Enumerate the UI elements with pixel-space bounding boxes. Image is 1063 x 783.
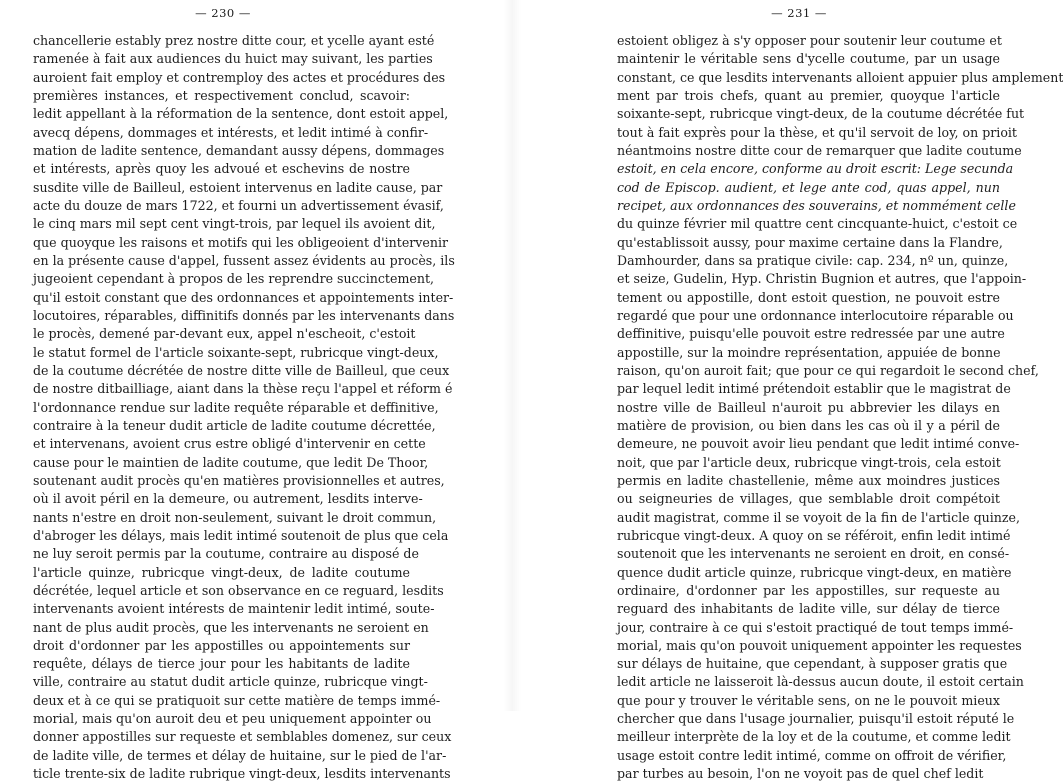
text-line: auroient fait employ et contremploy des actes et procédures des: [33, 69, 446, 85]
text-line: chancellerie estably prez nostre ditte cour, et ycelle ayant esté: [33, 33, 435, 48]
text-line: nostre ville de Bailleul n'auroit pu abbrevier les dilays en: [617, 399, 1000, 415]
text-line: rubricque vingt-deux. A quoy on se référoit, enfin ledit intimé: [617, 527, 1011, 543]
text-line: le statut formel de l'article soixante-sept, rubricque vingt-deux,: [33, 344, 439, 360]
text-line: cause pour le maintien de ladite coutume, que ledit De Thoor,: [33, 454, 429, 470]
text-line: de nostre ditbailliage, aiant dans la thèse reçu l'appel et réform é: [33, 381, 453, 397]
text-line: décrétée, lequel article et son observance en ce reguard, lesdits: [33, 582, 444, 598]
right-page-body: [617, 32, 1063, 783]
text-line: le procès, demené par-devant eux, appel n'escheoit, c'estoit: [33, 326, 416, 342]
text-line: premières instances, et respectivement conclud, scavoir:: [33, 87, 410, 103]
text-line: où il avoit péril en la demeure, ou autrement, lesdits interve-: [33, 491, 423, 507]
text-line: le cinq mars mil sept cent vingt-trois, par lequel ils avoient dit,: [33, 216, 436, 232]
text-line: l'ordonnance rendue sur ladite requête réparable et deffinitive,: [33, 399, 439, 415]
text-line: susdite ville de Bailleul, estoient intervenus en ladite cause, par: [33, 179, 443, 195]
text-line: de la coutume décrétée de nostre ditte ville de Bailleul, que ceux: [33, 362, 450, 378]
text-line: permis en ladite chastellenie, même aux moindres justices: [617, 472, 1000, 488]
text-line: qu'il estoit constant que des ordonnances et appointements inter-: [33, 289, 454, 305]
text-line: usage estoit contre ledit intimé, comme on offroit de vérifier,: [617, 747, 1007, 763]
text-line: appostille, sur la moindre représentation, appuiée de bonne: [617, 344, 1001, 360]
right-page-number: — 231 —: [771, 6, 827, 20]
text-line: deffinitive, puisqu'elle pouvoit estre redressée par une autre: [617, 326, 1005, 342]
left-page-number: — 230 —: [195, 6, 251, 20]
text-line: recipet, aux ordonnances des souverains, et nommément celle: [617, 197, 1016, 213]
text-line: d'abroger les délays, mais ledit intimé soutenoit de plus que cela: [33, 527, 449, 543]
text-line: estoit, en cela encore, conforme au droit escrit: Lege secunda: [617, 161, 1014, 177]
text-line: du quinze février mil quattre cent cincquante-huict, c'estoit ce: [617, 216, 1018, 232]
text-line: raison, qu'on auroit fait; que pour ce qui regardoit le second chef,: [617, 362, 1039, 378]
text-line: jugeoient cependant à propos de les reprendre succinctement,: [33, 271, 435, 287]
text-line: Damhourder, dans sa pratique civile: cap. 234, nº un, quinze,: [617, 252, 1009, 268]
text-line: mation de ladite sentence, demandant aussy dépens, dommages: [33, 142, 445, 158]
text-line: donner appostilles sur requeste et semblables domenez, sur ceux: [33, 729, 452, 745]
text-line: constant, ce que lesdits intervenants alloient appuier plus amplement: [617, 69, 1063, 85]
text-line: ville, contraire au statut dudit article quinze, rubricque vingt-: [33, 674, 428, 690]
text-line: requête, délays de tierce jour pour les habitants de ladite: [33, 656, 410, 672]
text-line: chercher que dans l'usage journalier, puisqu'il estoit réputé le: [617, 711, 1015, 727]
text-line: reguard des inhabitants de ladite ville, sur délay de tierce: [617, 601, 1000, 617]
text-line: en la présente cause d'appel, fussent assez évidents au procès, ils: [33, 252, 455, 268]
text-line: morial, mais qu'on auroit deu et peu uniquement appointer ou: [33, 711, 432, 727]
text-line: et seize, Gudelin, Hyp. Christin Bugnion et autres, que l'appoin-: [617, 271, 1027, 287]
text-line: ramenée à fait aux audiences du huict may suivant, les parties: [33, 51, 433, 67]
text-line: et intervenans, avoient crus estre obligé d'intervenir en cette: [33, 436, 426, 452]
text-line: et intérests, après quoy les advoué et eschevins de nostre: [33, 161, 410, 177]
text-line: jour, contraire à ce qui s'estoit practiqué de tout temps immé-: [617, 619, 1014, 635]
text-line: cod de Episcop. audient, et lege ante cod, quas appel, nun: [617, 179, 1000, 195]
text-line: soutenant audit procès qu'en matières provisionnelles et autres,: [33, 472, 445, 488]
text-line: nant de plus audit procès, que les intervenants ne seroient en: [33, 619, 429, 635]
left-page-body: [33, 32, 455, 783]
text-line: avecq dépens, dommages et intérests, et ledit intimé à confir-: [33, 124, 429, 140]
text-line: acte du douze de mars 1722, et fourni un advertissement évasif,: [33, 197, 444, 213]
text-line: demeure, ne pouvoit avoir lieu pendant que ledit intimé conve-: [617, 436, 1020, 452]
text-line: par lequel ledit intimé prétendoit establir que le magistrat de: [617, 381, 1011, 397]
text-line: locutoires, réparables, diffinitifs donnés par les intervenants dans: [33, 307, 455, 323]
text-line: ledit appellant à la réformation de la sentence, dont estoit appel,: [33, 106, 449, 122]
text-line: deux et à ce qui se pratiquoit sur cette matière de temps immé-: [33, 692, 441, 708]
text-line: l'article quinze, rubricque vingt-deux, de ladite coutume: [33, 564, 410, 580]
text-line: matière de provision, ou bien dans les cas où il y a péril de: [617, 417, 1000, 433]
text-line: ne luy seroit permis par la coutume, contraire au disposé de: [33, 546, 419, 562]
text-line: ou seigneuries de villages, que semblable droit compétoit: [617, 491, 1000, 507]
text-line: ledit article ne laisseroit là-dessus aucun doute, il estoit certain: [617, 674, 1024, 690]
text-line: ordinaire, d'ordonner par les appostilles, sur requeste au: [617, 582, 1000, 598]
text-line: quence dudit article quinze, rubricque vingt-deux, en matière: [617, 564, 1012, 580]
text-line: maintenir le véritable sens d'ycelle coutume, par un usage: [617, 51, 1000, 67]
text-line: droit d'ordonner par les appostilles ou appointements sur: [33, 637, 410, 653]
text-line: meilleur interprète de la loy et de la coutume, et comme ledit: [617, 729, 1011, 745]
text-line: noit, que par l'article deux, rubricque vingt-trois, cela estoit: [617, 454, 1001, 470]
text-line: audit magistrat, comme il se voyoit de la fin de l'article quinze,: [617, 509, 1021, 525]
left-page: [0, 0, 512, 782]
text-line: ticle trente-six de ladite rubrique vingt-deux, lesdits intervenants: [33, 766, 451, 782]
text-line: soixante-sept, rubricque vingt-deux, de la coutume décrétée fut: [617, 106, 1025, 122]
text-line: sur délays de huitaine, que cependant, à supposer gratis que: [617, 656, 1008, 672]
text-line: de ladite ville, de termes et délay de huitaine, sur le pied de l'ar-: [33, 747, 447, 763]
text-line: tement ou appostille, dont estoit question, ne pouvoit estre: [617, 289, 1000, 305]
text-line: morial, mais qu'on pouvoit uniquement appointer les requestes: [617, 637, 1022, 653]
text-line: contraire à la teneur dudit article de ladite coutume décrettée,: [33, 417, 436, 433]
text-line: estoient obligez à s'y opposer pour soutenir leur coutume et: [617, 33, 1002, 48]
text-line: qu'establissoit aussy, pour maxime certaine dans la Flandre,: [617, 234, 1003, 250]
text-line: par turbes au besoin, l'on ne voyoit pas de quel chef ledit: [617, 766, 984, 782]
text-line: ment par trois chefs, quant au premier, quoyque l'article: [617, 87, 1000, 103]
right-page: [512, 0, 1063, 782]
text-line: néantmoins nostre ditte cour de remarquer que ladite coutume: [617, 142, 1022, 158]
text-line: intervenants avoient intérests de maintenir ledit intimé, soute-: [33, 601, 435, 617]
text-line: tout à fait exprès pour la thèse, et qu'il servoit de loy, on prioit: [617, 124, 1017, 140]
text-line: soutenoit que les intervenants ne seroient en droit, en consé-: [617, 546, 1010, 562]
text-line: que quoyque les raisons et motifs qui les obligeoient d'intervenir: [33, 234, 449, 250]
text-line: que pour y trouver le véritable sens, on ne le pouvoit mieux: [617, 692, 1000, 708]
text-line: nants n'estre en droit non-seulement, suivant le droit commun,: [33, 509, 437, 525]
text-line: regardé que pour une ordonnance interlocutoire réparable ou: [617, 307, 1014, 323]
